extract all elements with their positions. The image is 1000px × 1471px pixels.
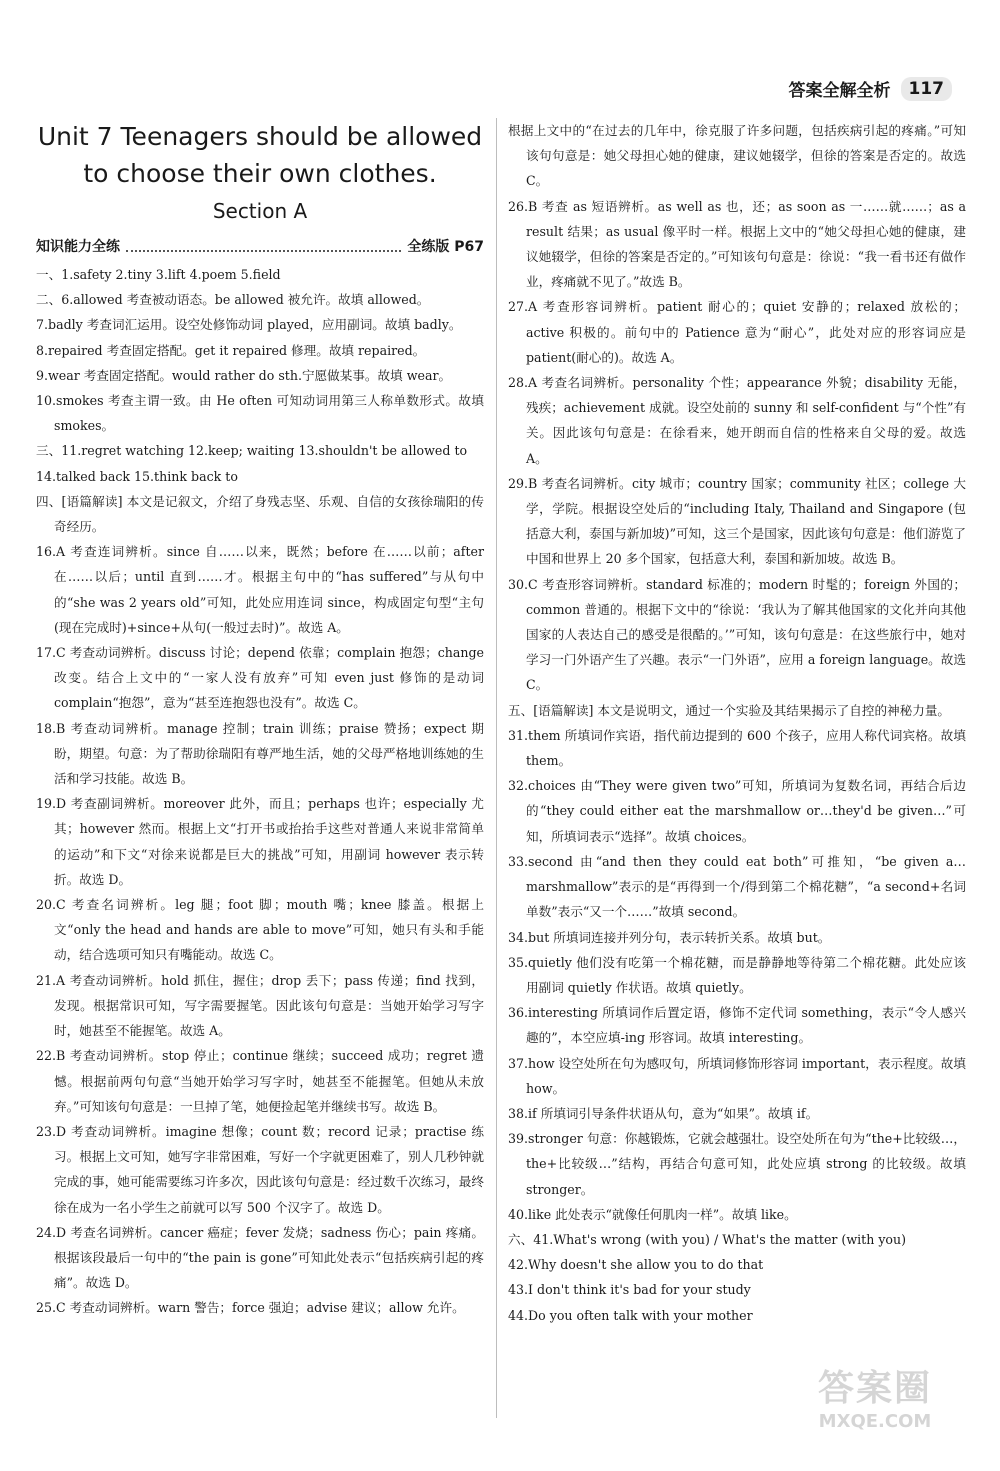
answer-entry: 10.smokes 考查主谓一致。由 He often 可知动词用第三人称单数形式。故填 smokes。: [36, 393, 484, 434]
answer-entry: 44.Do you often talk with your mother: [508, 1307, 753, 1323]
dotted-leader: [126, 240, 401, 252]
right-column: [508, 118, 966, 1328]
answer-entry: 四、[语篇解读] 本文是记叙文，介绍了身残志坚、乐观、自信的女孩徐瑞阳的传奇经历。: [36, 493, 484, 535]
answer-entry: 14.talked back 15.think back to: [36, 468, 238, 484]
answer-entry: 一、1.safety 2.tiny 3.lift 4.poem 5.field: [36, 267, 281, 282]
watermark-site: MXQE.COM: [818, 1411, 932, 1432]
answer-entry: 38.if 所填词引导条件状语从句，意为“如果”。故填 if。: [508, 1105, 819, 1121]
answer-entry: 23.D 考查动词辨析。imagine 想像；count 数；record 记录；practise 练习。根据上文可知，她写字非常困难，写好一个字就更困难了，别人几秒钟就完成的事，她可能需要练习许多次，因此该句句意是：经过数千次练习，最终徐在成为一名小学生之前就可以写 500 个汉字了。故选 D。: [36, 1123, 484, 1215]
answer-entry: 33.second 由“and then they could eat both”可推知，“be given a…marshmallow”表示的是“再得到一个/得到第二个棉花糖”，“a second+名词单数”表示“又一个……”故填 second。: [508, 853, 966, 920]
answer-entry: 五、[语篇解读] 本文是说明文，通过一个实验及其结果揭示了自控的神秘力量。: [508, 702, 951, 718]
answer-entry: 17.C 考查动词辨析。discuss 讨论；depend 依靠；complain 抱怨；change 改变。结合上文中的“一家人没有放弃”可知 even just 修饰的是动词 complain“抱怨”，意为“甚至连抱怨也没有”。故选 C。: [36, 645, 484, 711]
answer-entry: 31.them 所填词作宾语，指代前边提到的 600 个孩子，应用人称代词宾格。故填 them。: [508, 727, 966, 769]
answer-entry: 22.B 考查动词辨析。stop 停止；continue 继续；succeed 成功；regret 遗憾。根据前两句句意“当她开始学习写字时，她甚至不能握笔。但她从未放弃。”可知该句句意是：一旦掉了笔，她便捡起笔并继续书写。故选 B。: [36, 1048, 484, 1114]
answer-entry: 25.C 考查动词辨析。warn 警告；force 强迫；advise 建议；allow 允许。: [36, 1300, 465, 1316]
answer-entry: 7.badly 考查词汇运用。设空处修饰动词 played，应用副词。故填 badly。: [36, 317, 462, 333]
answer-entry: 29.B 考查名词辨析。city 城市；country 国家；community 社区；college 大学，学院。根据设空处后的“including Italy, Thailand and Singapore (包括意大利，泰国与新加坡)”可知，这三个是国家，因此该句句意是：他们游览了中国和世界上 20 多个国家，包括意大利，泰国和新加坡。故选 B。: [508, 475, 966, 567]
answer-entry: 8.repaired 考查固定搭配。get it repaired 修理。故填 repaired。: [36, 342, 426, 358]
answer-entry: 43.I don't think it's bad for your study: [508, 1282, 751, 1298]
column-divider: [496, 118, 497, 1418]
answer-entry: 根据上文中的“在过去的几年中，徐克服了许多问题，包括疾病引起的疼痛。”可知该句句意是：她父母担心她的健康，建议她辍学，但徐的答案是否定的。故选 C。: [508, 123, 966, 189]
answer-entry: 32.choices 由“They were given two”可知，所填词为复数名词，再结合后边的“they could either eat the marshmallow or…they'd be given…”可知，所填词表示“选择”。故填 choices。: [508, 778, 966, 844]
page-header: [789, 76, 953, 101]
unit-title-line1: Unit 7 Teenagers should be allowed: [37, 122, 483, 151]
practice-label: 知识能力全练: [36, 239, 120, 255]
answer-entry: 36.interesting 所填词作后置定语，修饰不定代词 something，表示“令人感兴趣的”，本空应填-ing 形容词。故填 interesting。: [508, 1005, 966, 1046]
page-number: 117: [901, 77, 953, 101]
answer-entry: 26.B 考查 as 短语辨析。as well as 也，还；as soon as 一……就……；as a result 结果；as usual 像平时一样。根据上文中的“她父母担心她的健康，建议她辍学，但徐的答案是否定的。”可知该句句意是：徐说：“我一看书还有做作业，疼痛就不见了。”故选 B。: [508, 198, 966, 290]
answer-entry: 34.but 所填词连接并列分句，表示转折关系。故填 but。: [508, 929, 831, 945]
answer-entry: 39.stronger 句意：你越锻炼，它就会越强壮。设空处所在句为“the+比较级…，the+比较级…”结构，再结合句意可知，此处应填 strong 的比较级。故填 stronger。: [508, 1131, 966, 1197]
answer-entry: 二、6.allowed 考查被动语态。be allowed 被允许。故填 allowed。: [36, 292, 430, 308]
header-label: 答案全解全析: [788, 81, 891, 101]
answer-entry: 20.C 考查名词辨析。leg 腿；foot 脚；mouth 嘴；knee 膝盖。根据上文“only the head and hands are able to move”可知，她只有头和手能动，结合选项可知只有嘴能动。故选 C。: [36, 897, 484, 963]
answer-entry: 35.quietly 他们没有吃第一个棉花糖，而是静静地等待第二个棉花糖。此处应该用副词 quietly 作状语。故填 quietly。: [508, 954, 966, 995]
answer-entry: 三、11.regret watching 12.keep; waiting 13.shouldn't be allowed to: [36, 443, 468, 459]
answer-entry: 19.D 考查副词辨析。moreover 此外，而且；perhaps 也许；especially 尤其；however 然而。根据上文“打开书或抬抬手这些对普通人来说非常简单的运动”和下文“对徐来说都是巨大的挑战”可知，用副词 however 表示转折。故选 D。: [36, 796, 484, 887]
answer-entry: 40.like 此处表示“就像任何肌肉一样”。故填 like。: [508, 1206, 797, 1222]
section-title: Section A: [212, 199, 308, 223]
answer-entry: 42.Why doesn't she allow you to do that: [508, 1257, 764, 1273]
answer-entry: 18.B 考查动词辨析。manage 控制；train 训练；praise 赞扬；expect 期盼，期望。句意：为了帮助徐瑞阳有尊严地生活，她的父母严格地训练她的生活和学习技能。故选 B。: [36, 720, 484, 787]
answer-entry: 9.wear 考查固定搭配。would rather do sth.宁愿做某事。故填 wear。: [36, 367, 452, 383]
answer-entry: 24.D 考查名词辨析。cancer 癌症；fever 发烧；sadness 伤心；pain 疼痛。根据该段最后一句中的“the pain is gone”可知此处表示“包括疾病引起的疼痛”。故选 D。: [36, 1224, 484, 1291]
answer-entry: 16.A 考查连词辨析。since 自……以来，既然；before 在……以前；after 在……以后；until 直到……才。根据主句中的“has suffered”与从句中的“she was 2 years old”可知，此处应用连词 since，构成固定句型“主句(现在完成时)+since+从句(一般过去时)”。故选 A。: [36, 544, 484, 635]
practice-bar: [36, 234, 484, 258]
answer-entry: 30.C 考查形容词辨析。standard 标准的；modern 时髦的；foreign 外国的；common 普通的。根据下文中的“徐说：‘我认为了解其他国家的文化并向其他国家的人表达自己的感受是很酷的。’”可知，该句句意是：在这些旅行中，她对学习一门外语产生了兴趣。表示“一门外语”，应用 a foreign language。故选 C。: [508, 576, 966, 693]
answer-entry: 21.A 考查动词辨析。hold 抓住，握住；drop 丢下；pass 传递；find 找到，发现。根据常识可知，写字需要握笔。因此该句句意是：当她开始学习写字时，她甚至不能握笔。故选 A。: [36, 972, 484, 1039]
answer-entry: 28.A 考查名词辨析。personality 个性；appearance 外貌；disability 无能，残疾；achievement 成就。设空处前的 sunny 和 self-confident 与“个性”有关。因此该句句意是：在徐看来，她开朗而自信的性格来自父母的爱。故选 A。: [508, 375, 966, 466]
watermark-logo: [790, 1361, 960, 1431]
answer-entry: 37.how 设空处所在句为感叹句，所填词修饰形容词 important，表示程度。故填 how。: [508, 1055, 966, 1096]
practice-edition: 全练版 P67: [407, 239, 484, 255]
answer-entry: 27.A 考查形容词辨析。patient 耐心的；quiet 安静的；relaxed 放松的；active 积极的。前句中的 Patience 意为“耐心”，此处对应的形容词应是 patient(耐心的)。故选 A。: [508, 299, 966, 365]
answer-entry: 六、41.What's wrong (with you) / What's the matter (with you): [508, 1231, 907, 1247]
watermark-mark: 答案圈: [817, 1368, 932, 1409]
left-column: [36, 118, 484, 1321]
unit-title-line2: to choose their own clothes.: [83, 159, 437, 188]
unit-title: [36, 118, 484, 192]
